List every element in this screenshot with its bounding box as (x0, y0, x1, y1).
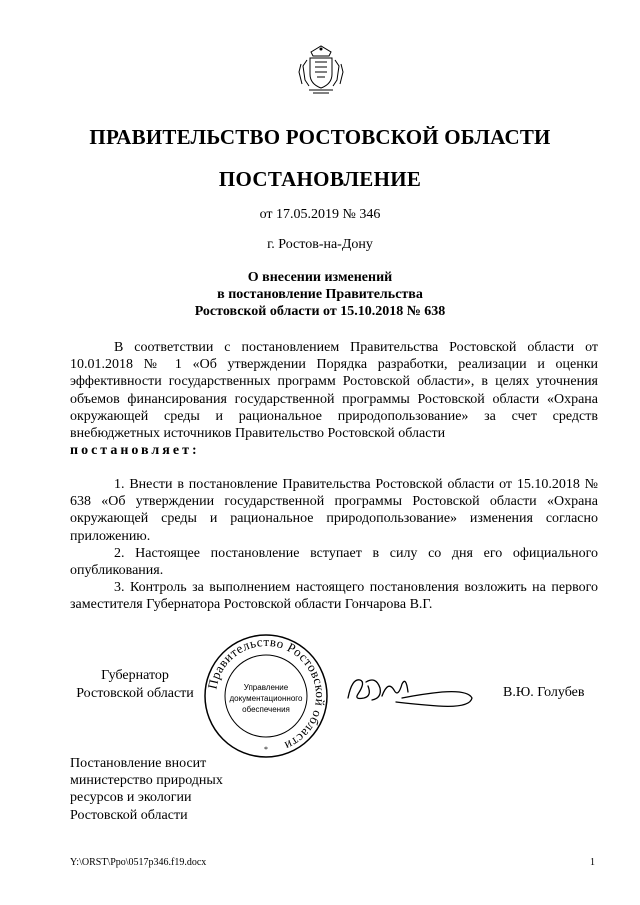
signatory-title-line: Ростовской области (76, 686, 194, 701)
svg-text:Управление: Управление (243, 683, 289, 692)
signatory-title-line: Губернатор (101, 668, 169, 683)
signatory-title (70, 667, 200, 703)
handwritten-signature (342, 668, 480, 712)
footer-file-path: Y:\ORST\Ppo\0517p346.f19.docx (70, 857, 207, 868)
submitted-by-line: Ростовской области (70, 807, 188, 823)
organization-title: ПРАВИТЕЛЬСТВО РОСТОВСКОЙ ОБЛАСТИ (89, 125, 551, 149)
preamble (70, 339, 598, 459)
official-seal-stamp (202, 632, 330, 760)
submitted-by-line: ресурсов и экологии (70, 790, 192, 806)
resolution-point: 2. Настоящее постановление вступает в силу со дня его официального опубликования. (70, 545, 598, 579)
subject-line: О внесении изменений (247, 270, 393, 285)
resolution-point: 3. Контроль за выполнением настоящего постановления возложить на первого заместителя Губернатора Ростовской области Гончарова В.Г. (70, 580, 598, 613)
submitted-by-note (70, 755, 240, 824)
decree-word: постановляет: (70, 443, 200, 459)
document-subject (0, 269, 640, 320)
page-number: 1 (590, 857, 595, 868)
svg-text:документационного: документационного (229, 694, 303, 703)
signatory-name: В.Ю. Голубев (503, 685, 585, 700)
preamble-text: В соответствии с постановлением Правительства Ростовской области от 10.01.2018 № 1 «Об утверждении Порядка разработки, реализации и оценки эффективности государственных программ Ростовской области», в целях уточнения объемов финансирования государственной программы Ростовской области «Охрана окружающей среды и рациональное природопользование» за счет средств внебюджетных источников Правительство Ростовской области (70, 340, 598, 442)
submitted-by-line: министерство природных (70, 773, 223, 789)
subject-line: в постановление Правительства (217, 287, 423, 302)
document-date-number: от 17.05.2019 № 346 (259, 207, 381, 222)
document-city: г. Ростов-на-Дону (267, 237, 373, 252)
submitted-by-line: Постановление вносит (70, 756, 207, 771)
document-type: ПОСТАНОВЛЕНИЕ (218, 167, 422, 191)
resolution-point: 1. Внести в постановление Правительства Ростовской области от 15.10.2018 № 638 «Об утверждении государственной программы Ростовской области «Охрана окружающей среды и рациональное природопользование» изменения согласно приложению. (70, 477, 598, 544)
coat-of-arms-icon (293, 40, 349, 96)
svg-text:обеспечения: обеспечения (242, 705, 290, 714)
resolution-points (70, 476, 598, 614)
subject-line: Ростовской области от 15.10.2018 № 638 (194, 304, 446, 319)
svg-text:*: * (264, 745, 268, 754)
svg-text:Правительство Ростовской облас: Правительство Ростовской области (204, 633, 329, 754)
